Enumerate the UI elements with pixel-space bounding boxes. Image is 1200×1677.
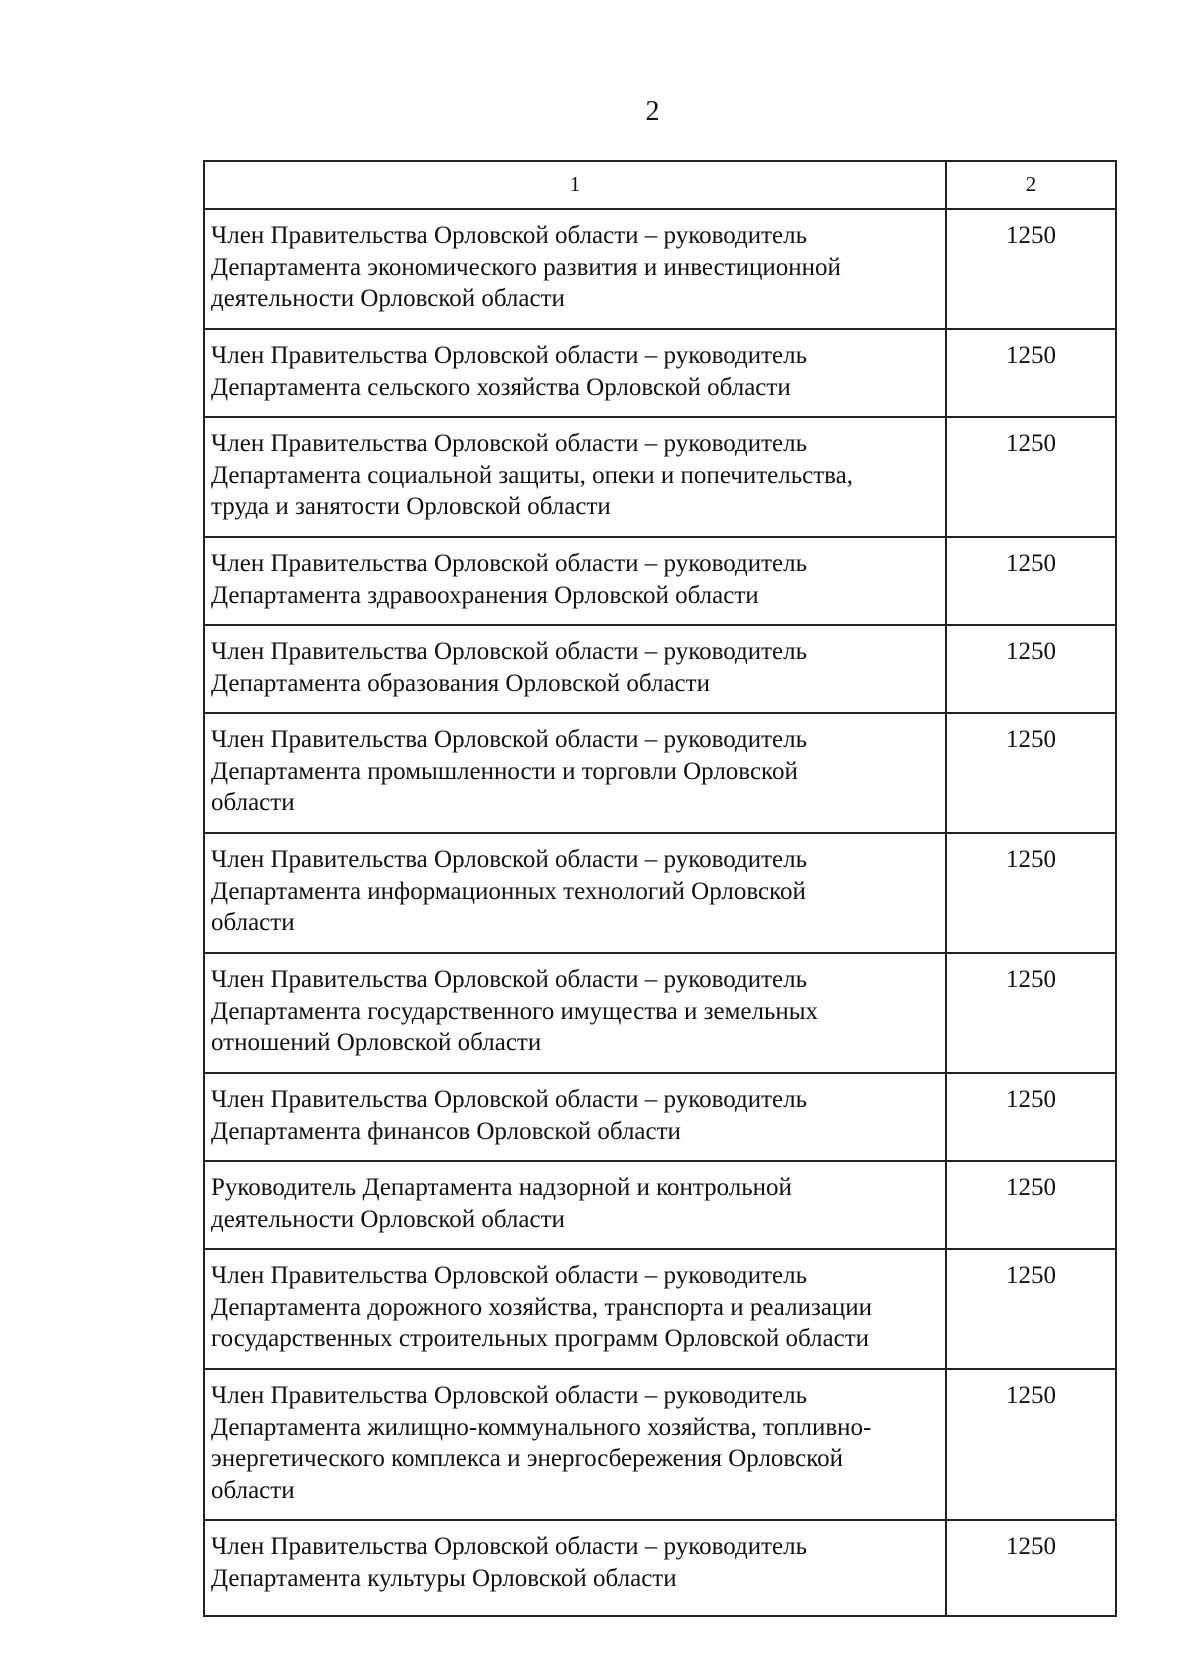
table-row — [204, 1073, 1116, 1161]
positions-table — [203, 160, 1117, 1617]
position-line: деятельности Орловской области — [211, 285, 565, 312]
table-row — [204, 833, 1116, 953]
position-line: Департамента дорожного хозяйства, транспорта и реализации — [211, 1293, 873, 1321]
value-cell: 1250 — [946, 209, 1116, 329]
position-cell — [204, 1520, 946, 1616]
column-header-1: 1 — [204, 161, 946, 209]
table-row — [204, 537, 1116, 625]
position-line: Член Правительства Орловской области – руководитель — [211, 342, 808, 369]
position-line: Департамента культуры Орловской области — [211, 1564, 677, 1592]
table-row — [204, 417, 1116, 537]
position-line: Член Правительства Орловской области – руководитель — [211, 1533, 808, 1560]
position-line: Член Правительства Орловской области – руководитель — [211, 846, 808, 873]
table-row — [204, 329, 1116, 417]
position-line: Член Правительства Орловской области – руководитель — [211, 1262, 808, 1289]
position-line: отношений Орловской области — [211, 1029, 542, 1056]
value-cell: 1250 — [946, 1249, 1116, 1369]
position-line: Департамента сельского хозяйства Орловской области — [211, 373, 791, 401]
value-cell: 1250 — [946, 625, 1116, 713]
table-row — [204, 713, 1116, 833]
position-line: Член Правительства Орловской области – руководитель — [211, 550, 808, 577]
table-row — [204, 953, 1116, 1073]
position-cell — [204, 1161, 946, 1249]
position-line: Департамента жилищно-коммунального хозяйства, топливно- — [211, 1413, 872, 1441]
value-cell: 1250 — [946, 1520, 1116, 1616]
position-line: Член Правительства Орловской области – руководитель — [211, 222, 808, 249]
position-line: Департамента здравоохранения Орловской области — [211, 581, 759, 609]
position-line: области — [211, 909, 295, 936]
position-line: Член Правительства Орловской области – руководитель — [211, 726, 808, 753]
position-line: Департамента государственного имущества и земельных — [211, 997, 819, 1025]
position-line: Член Правительства Орловской области – руководитель — [211, 1086, 808, 1113]
position-line: государственных строительных программ Орловской области — [211, 1325, 870, 1352]
value-cell: 1250 — [946, 833, 1116, 953]
table-row — [204, 209, 1116, 329]
position-line: Член Правительства Орловской области – руководитель — [211, 1382, 808, 1409]
table-row — [204, 1520, 1116, 1616]
position-cell — [204, 953, 946, 1073]
value-cell: 1250 — [946, 1161, 1116, 1249]
position-cell — [204, 209, 946, 329]
value-cell: 1250 — [946, 537, 1116, 625]
position-line: области — [211, 1476, 295, 1504]
position-line: Департамента экономического развития и инвестиционной — [211, 253, 841, 281]
position-line: Департамента социальной защиты, опеки и попечительства, — [211, 461, 853, 489]
position-line: Департамента информационных технологий Орловской — [211, 877, 806, 905]
value-cell: 1250 — [946, 953, 1116, 1073]
position-cell — [204, 713, 946, 833]
position-cell — [204, 537, 946, 625]
value-cell: 1250 — [946, 1369, 1116, 1520]
position-cell — [204, 833, 946, 953]
table-row — [204, 625, 1116, 713]
value-cell: 1250 — [946, 713, 1116, 833]
position-cell — [204, 1369, 946, 1520]
table-row — [204, 1369, 1116, 1520]
table-header-row — [204, 161, 1116, 209]
position-line: Руководитель Департамента надзорной и контрольной — [211, 1174, 792, 1201]
table-row — [204, 1161, 1116, 1249]
position-cell — [204, 1249, 946, 1369]
position-cell — [204, 1073, 946, 1161]
table-row — [204, 1249, 1116, 1369]
position-line: труда и занятости Орловской области — [211, 493, 611, 520]
position-line: Член Правительства Орловской области – руководитель — [211, 430, 808, 457]
value-cell: 1250 — [946, 417, 1116, 537]
column-header-2: 2 — [946, 161, 1116, 209]
position-line: Департамента образования Орловской области — [211, 669, 710, 697]
position-cell — [204, 417, 946, 537]
position-line: Департамента промышленности и торговли Орловской — [211, 757, 798, 785]
position-line: Член Правительства Орловской области – руководитель — [211, 966, 808, 993]
value-cell: 1250 — [946, 1073, 1116, 1161]
position-line: энергетического комплекса и энергосбережения Орловской — [211, 1445, 843, 1472]
position-line: Департамента финансов Орловской области — [211, 1117, 681, 1145]
position-cell — [204, 625, 946, 713]
position-line: области — [211, 789, 295, 816]
position-line: Член Правительства Орловской области – руководитель — [211, 638, 808, 665]
page-number: 2 — [645, 96, 660, 127]
position-line: деятельности Орловской области — [211, 1205, 565, 1233]
position-cell — [204, 329, 946, 417]
value-cell: 1250 — [946, 329, 1116, 417]
